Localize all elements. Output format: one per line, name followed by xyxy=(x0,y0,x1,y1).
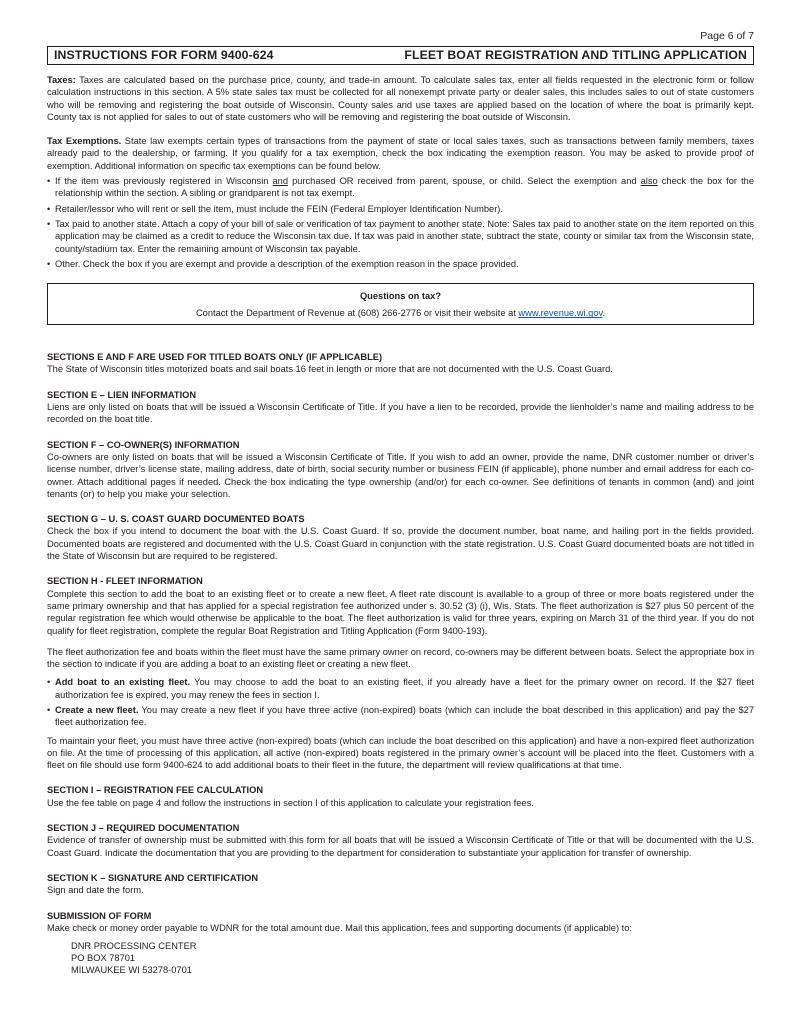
fleet-options-list xyxy=(47,676,754,728)
list-item: • Add boat to an existing fleet. You may choose to add the boat to an existing fleet, if you already have a fleet for the primary owner on record. If the $27 fleet authorization fee is expired, you may renew the fees in section I. xyxy=(47,676,754,701)
page-number: Page 6 of 7 xyxy=(700,30,754,42)
section-g-title: SECTION G – U. S. COAST GUARD DOCUMENTED BOATS xyxy=(47,514,305,525)
section-i-title: SECTION I – REGISTRATION FEE CALCULATION xyxy=(47,785,264,796)
address-line: MILWAUKEE WI 53278-0701 xyxy=(71,965,192,976)
section-ef-title: SECTIONS E AND F ARE USED FOR TITLED BOATS ONLY (IF APPLICABLE) xyxy=(47,352,383,363)
list-item: • Retailer/lessor who will rent or sell the item, must include the FEIN (Federal Employer Identification Number). xyxy=(47,203,754,215)
section-g-text: Check the box if you intend to document the boat with the U.S. Coast Guard. If so, provide the document number, boat name, and hailing port in the fields provided. Documented boats are registered and documented with the U.S. Coast Guard in conjunction with the state registration. U.S. Coast Guard documented boats are not titled in the State of Wisconsin but are required to be registered. xyxy=(47,526,754,562)
section-j-text: Evidence of transfer of ownership must be submitted with this form for all boats that will be issued a Wisconsin Certificate of Title or that will be documented with the U.S. Coast Guard. Indicate the documentation that you are providing to the department for consideration to substantiate your application for transfer of ownership. xyxy=(47,835,754,858)
section-h-title: SECTION H - FLEET INFORMATION xyxy=(47,576,203,587)
list-item: • Create a new fleet. You may create a new fleet if you have three active (non-expired) boats (which can include the boat described in this application) and pay the $27 fleet authorization fee. xyxy=(47,704,754,729)
taxes-label: Taxes: xyxy=(47,75,76,85)
mailing-address xyxy=(71,940,754,976)
list-item: • If the item was previously registered in Wisconsin and purchased OR received from parent, spouse, or child. Select the exemption and also check the box for the relationship within the section. A sibling or grandparent is not tax exempt. xyxy=(47,175,754,200)
section-k-title: SECTION K – SIGNATURE AND CERTIFICATION xyxy=(47,872,259,883)
taxes-paragraph xyxy=(47,74,754,123)
tax-exemptions-label: Tax Exemptions. xyxy=(47,136,122,147)
questions-box-title: Questions on tax? xyxy=(359,291,442,302)
section-f-title: SECTION F – CO-OWNER(S) INFORMATION xyxy=(47,439,240,450)
revenue-website-link[interactable]: www.revenue.wi.gov xyxy=(518,308,603,319)
list-item: • Other. Check the box if you are exempt and provide a description of the exemption reason in the space provided. xyxy=(47,258,754,270)
address-line: DNR PROCESSING CENTER xyxy=(71,941,197,952)
tax-exemptions-text: State law exempts certain types of transactions from the payment of state or local sales taxes, such as transactions between family members, taxes already paid to the dealership, or farming. If you qualify for a tax exemption, check the box indicating the exemption reason. You may be asked to provide proof of exemption. Additional information on specific tax exemptions can be found below. xyxy=(47,136,754,171)
submission-text: Make check or money order payable to WDNR for the total amount due. Mail this application, fees and supporting documents (if applicable) to: xyxy=(47,922,632,933)
tax-exemption-list xyxy=(47,175,754,270)
questions-box-text: Contact the Department of Revenue at (608) 266-2776 or visit their website at www.revenue.wi.gov. xyxy=(195,308,606,319)
section-k-text: Sign and date the form. xyxy=(47,885,144,896)
section-j-title: SECTION J – REQUIRED DOCUMENTATION xyxy=(47,823,240,834)
submission-title: SUBMISSION OF FORM xyxy=(47,910,152,921)
section-ef-text: The State of Wisconsin titles motorized boats and sail boats 16 feet in length or more that are not documented with the U.S. Coast Guard. xyxy=(47,364,613,375)
tax-exemptions-paragraph xyxy=(47,135,754,172)
document-page xyxy=(47,30,754,976)
section-i-text: Use the fee table on page 4 and follow the instructions in section I of this application to calculate your registration fees. xyxy=(47,797,534,808)
section-h-text-1: Complete this section to add the boat to an existing fleet or to create a new fleet. A fleet rate discount is available to a group of three or more boats registered under the same primary ownership and that has applied for a special registration fee authorized under s. 30.52 (3) (i), Wis. Stats. The fleet authorization is $27 plus 50 percent of the regular registration fee which would otherwise be applicable to the boat. The fleet authorization is valid for three years, expiring on March 31 of the third year. If you do not qualify for fleet registration, complete the regular Boat Registration and Titling Application (Form 9400-193). xyxy=(47,588,754,636)
section-e-title: SECTION E – LIEN INFORMATION xyxy=(47,389,197,400)
list-item: • Tax paid to another state. Attach a copy of your bill of sale or verification of tax payment to another state. Note: Sales tax paid to another state on the item reported on this application may be claimed as a credit to reduce the Wisconsin tax due. If tax was paid in another state, subtract the state, county or similar tax from the Wisconsin state, county/stadium tax. Enter the remaining amount of Wisconsin tax payable. xyxy=(47,218,754,255)
header-left-title: INSTRUCTIONS FOR FORM 9400-624 xyxy=(54,48,274,63)
section-e-text: Liens are only listed on boats that will be issued a Wisconsin Certificate of Title. If you have a lien to be recorded, provide the lienholder’s name and mailing address to be recorded on the boat title. xyxy=(47,402,754,425)
taxes-text: Taxes are calculated based on the purchase price, county, and trade-in amount. To calculate sales tax, enter all fields requested in the electronic form or follow calculation instructions in this section. A 5% state sales tax must be collected for all nonexempt private party or dealer sales, this includes sales to out of state customers who will be removing and registering the boat outside of Wisconsin. County sales and use taxes are applied based on the location of where the boat is primarily kept. County tax is not applied for sales to out of state customers who will be removing and registering the boat outside of Wisconsin. xyxy=(47,75,754,122)
form-header xyxy=(47,46,754,65)
questions-on-tax-box xyxy=(47,283,754,325)
section-h-text-2: The fleet authorization fee and boats within the fleet must have the same primary owner on record, co-owners may be different between boats. Select the appropriate box in the section to indicate if you are adding a boat to an existing fleet or creating a new fleet. xyxy=(47,646,754,670)
header-right-title: FLEET BOAT REGISTRATION AND TITLING APPLICATION xyxy=(404,48,747,63)
section-f-text: Co-owners are only listed on boats that will be issued a Wisconsin Certificate of Title. If you wish to add an owner, provide the name, DNR customer number or driver’s license number, driver’s license state, mailing address, date of birth, social security number or business FEIN (if applicable), phone number and email address for each co-owner. Attach additional pages if needed. Check the box indicating the type ownership (and/or) for each co-owner. See definitions of tenants in common (and) and joint tenants (or) to help you make your selection. xyxy=(47,451,754,499)
address-line: PO BOX 78701 xyxy=(71,953,136,964)
section-h-text-3: To maintain your fleet, you must have three active (non-expired) boats (which can include the boat described on this application) and have a non-expired fleet authorization on file. At the time of processing of this application, all active (non-expired) boats registered in the primary owner’s account will be placed into the fleet. Customers with a fleet on file should use form 9400-624 to add additional boats to their fleet in the future, the department will review qualifications at that time. xyxy=(47,735,754,771)
